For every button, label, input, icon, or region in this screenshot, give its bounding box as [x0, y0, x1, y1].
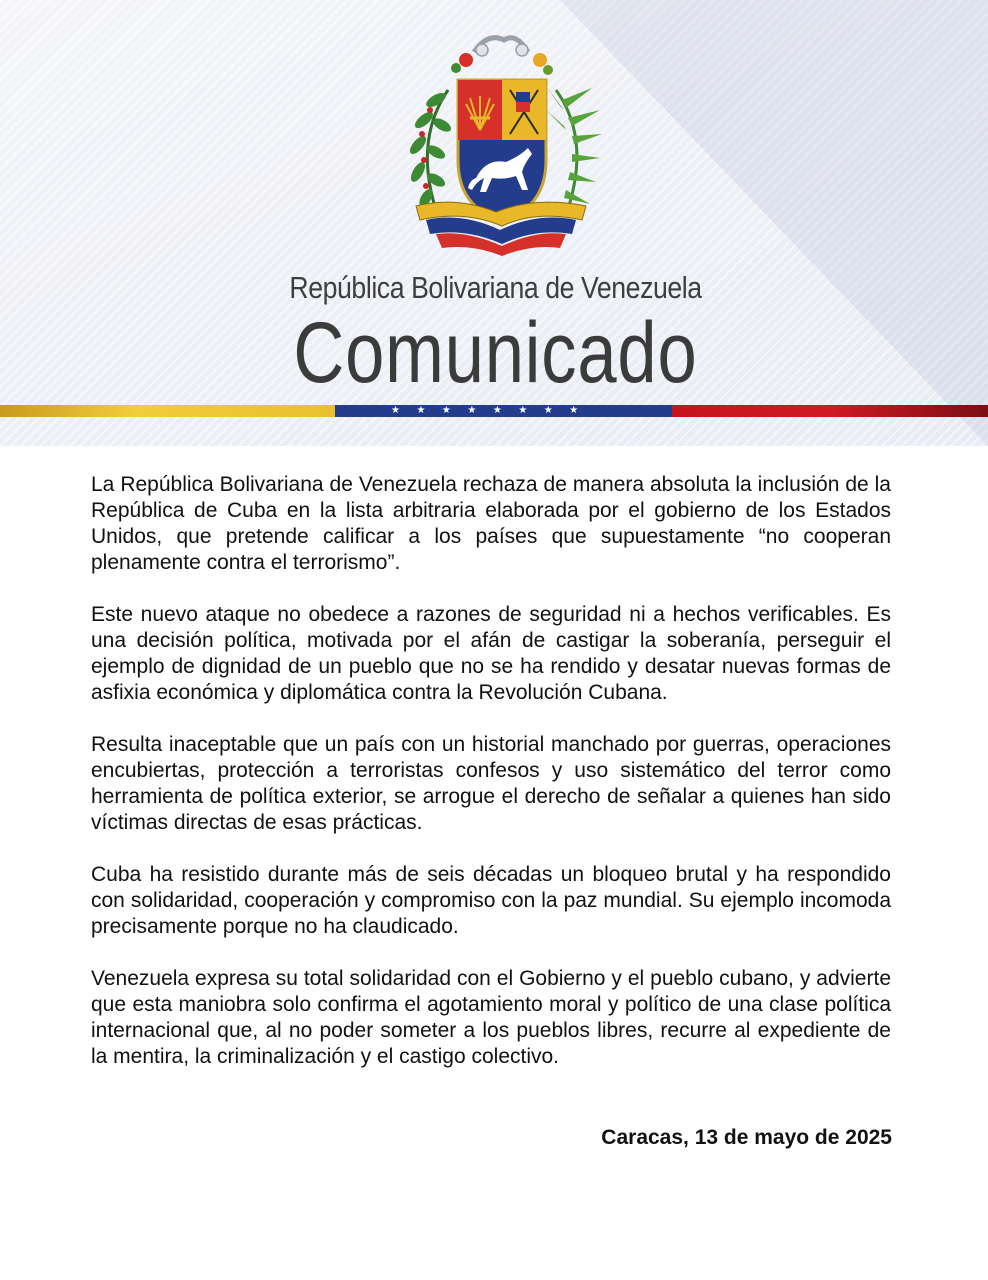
paragraph-5: Venezuela expresa su total solidaridad con el Gobierno y el pueblo cubano, y advierte que esta maniobra solo confirma el agotamiento moral y político de una clase política internacional que, al no poder someter a los pueblos libres, recurre al expediente de la mentira, la criminalización y el castigo colectivo.	[91, 967, 891, 1068]
stars-icon: ★★★★★★★★	[391, 405, 595, 416]
paragraph-2: Este nuevo ataque no obedece a razones de seguridad ni a hechos verificables. Es una decisión política, motivada por el afán de castigar la soberanía, perseguir el ejemplo de dignidad de un pueblo que no se ha rendido y desatar nuevas formas de asfixia económica y diplomática contra la Revolución Cubana.	[91, 603, 891, 704]
statement-body	[91, 472, 891, 1096]
paragraph-4: Cuba ha resistido durante más de seis décadas un bloqueo brutal y ha respondido con solidaridad, cooperación y compromiso con la paz mundial. Su ejemplo incomoda precisamente porque no ha claudicado.	[91, 863, 891, 938]
flag-color-bar	[0, 405, 988, 417]
paragraph-3: Resulta inaceptable que un país con un historial manchado por guerras, operaciones encubiertas, protección a terroristas confesos y uso sistemático del terror como herramienta de política exterior, se arrogue el derecho de señalar a quienes han sido víctimas directas de esas prácticas.	[91, 733, 891, 834]
flag-red-stripe	[672, 405, 988, 417]
republic-name: República Bolivariana de Venezuela	[289, 270, 702, 305]
header-banner	[0, 0, 988, 446]
paragraph-1: La República Bolivariana de Venezuela rechaza de manera absoluta la inclusión de la República de Cuba en la lista arbitraria elaborada por el gobierno de los Estados Unidos, que pretende calificar a los países que supuestamente “no cooperan plenamente contra el terrorismo”.	[91, 473, 891, 574]
venezuela-coat-of-arms-icon	[396, 30, 606, 260]
place-and-date: Caracas, 13 de mayo de 2025	[601, 1126, 892, 1149]
flag-blue-stripe	[335, 405, 672, 417]
page-title: Comunicado	[293, 305, 698, 401]
flag-yellow-stripe	[0, 405, 335, 417]
